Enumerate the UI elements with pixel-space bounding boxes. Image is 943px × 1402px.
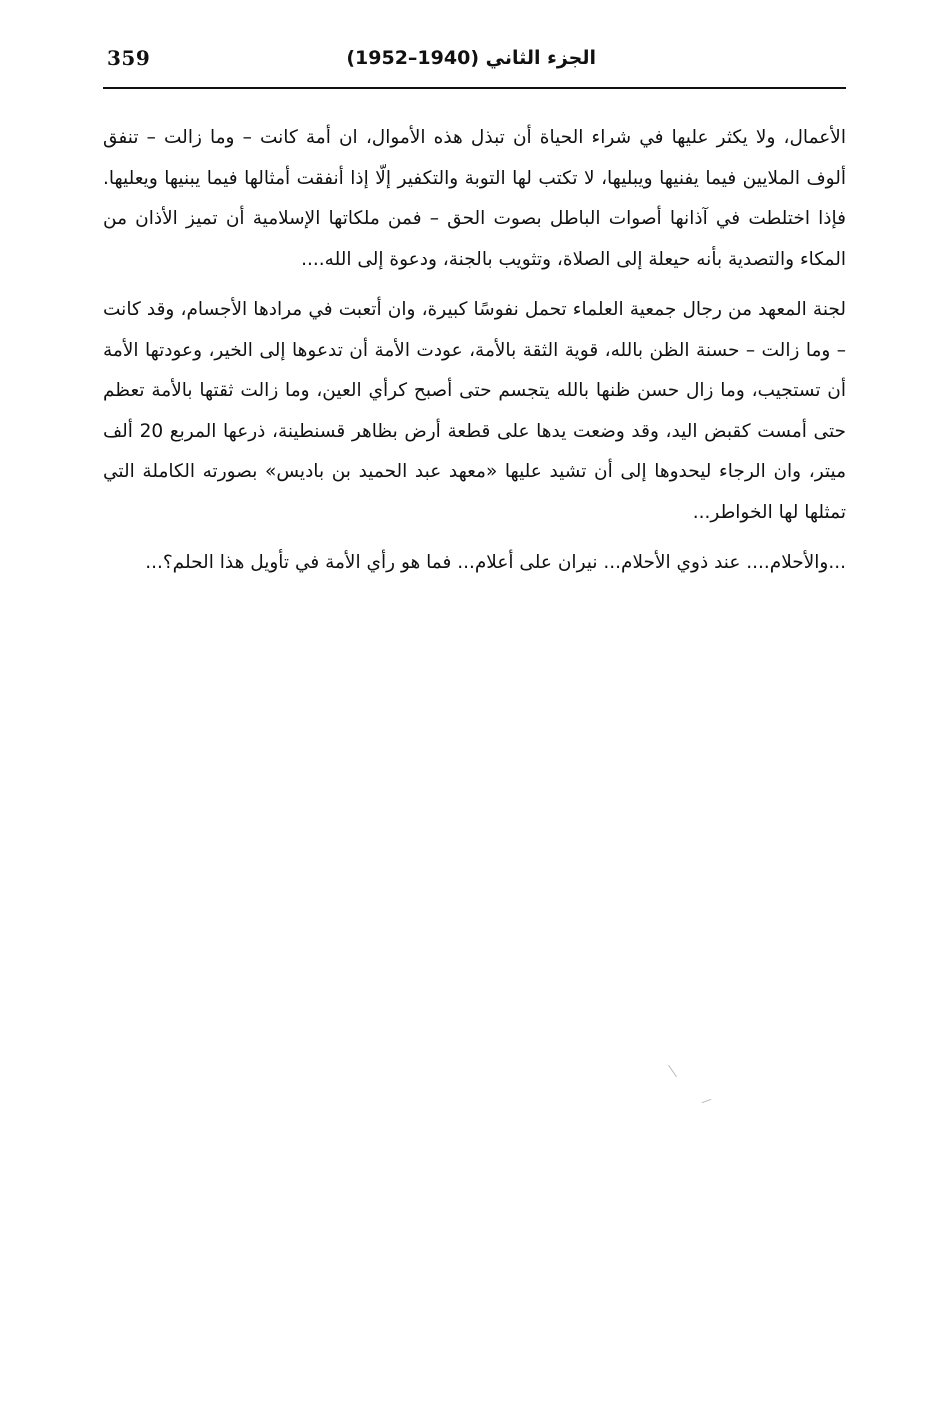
scan-speck — [702, 1099, 712, 1103]
running-header — [103, 42, 846, 86]
page-number: 359 — [107, 46, 151, 70]
header-rule — [103, 87, 846, 89]
paragraph: الأعمال، ولا يكثر عليها في شراء الحياة أن تبذل هذه الأموال، ان أمة كانت – وما زالت – تنفق ألوف الملايين فيما يفنيها ويبليها، لا تكتب لها التوبة والتكفير إلّا إذا أنفقت أمثالها فيما يبنيها ويعليها. فإذا اختلطت في آذانها أصوات الباطل بصوت الحق – فمن ملكاتها الإسلامية أن تميز الأذان من المكاء والتصدية بأنه حيعلة إلى الصلاة، وتثويب بالجنة، ودعوة إلى الله.... — [103, 127, 846, 270]
paragraph: لجنة المعهد من رجال جمعية العلماء تحمل نفوسًا كبيرة، وان أتعبت في مرادها الأجسام، وقد كانت – وما زالت – حسنة الظن بالله، قوية الثقة بالأمة، عودت الأمة أن تدعوها إلى الخير، وعودتها الأمة أن تستجيب، وما زال حسن ظنها بالله يتجسم حتى أصبح كرأي العين، وما زالت ثقتها بالأمة تعظم حتى أمست كقبض اليد، وقد وضعت يدها على قطعة أرض بظاهر قسنطينة، ذرعها المربع 20 ألف ميتر، وان الرجاء ليحدوها إلى أن تشيد عليها «معهد عبد الحميد بن باديس» بصورته الكاملة التي تمثلها لها الخواطر... — [103, 299, 846, 523]
body-text — [103, 118, 846, 594]
paragraph: ...والأحلام.... عند ذوي الأحلام... نيران على أعلام... فما هو رأي الأمة في تأويل هذا الحلم؟... — [145, 552, 846, 573]
running-title: الجزء الثاني (1940–1952) — [346, 47, 596, 69]
scan-speck — [668, 1065, 677, 1077]
